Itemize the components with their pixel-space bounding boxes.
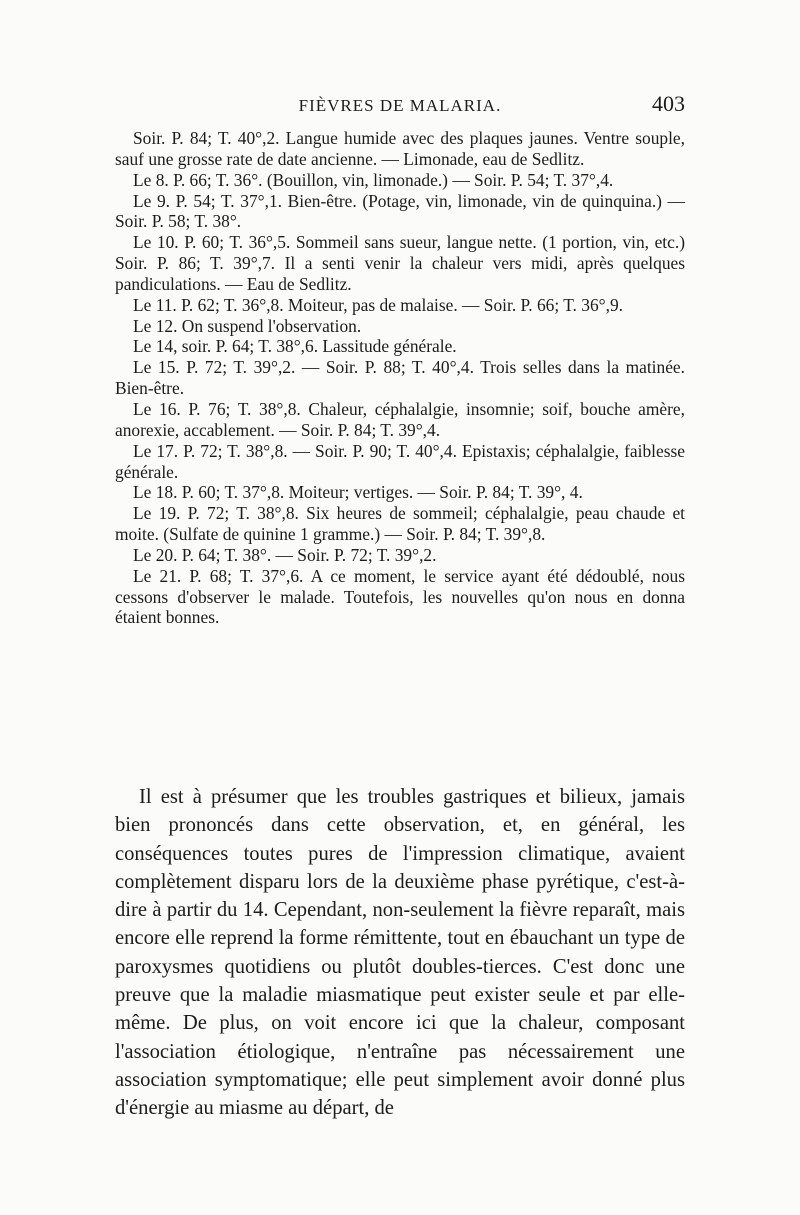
page-number: 403 <box>652 91 685 116</box>
body-paragraph: Il est à présumer que les troubles gastriques et bilieux, jamais bien prononcés dans cette observation, et, en général, les conséquences toutes pures de l'impression climatique, avaient complètement disparu lors de la deuxième phase pyrétique, c'est-à-dire à partir du 14. Cependant, non-seulement la fièvre reparaît, mais encore elle reprend la forme rémittente, tout en ébauchant un type de paroxysmes quotidiens ou plutôt doubles-tierces. C'est donc une preuve que la maladie miasmatique peut exister seule et par elle-même. De plus, on voit encore ici que la chaleur, composant l'association étiologique, n'entraîne pas nécessairement une association symptomatique; elle peut simplement avoir donné plus d'énergie au miasme au départ, de <box>115 786 685 1120</box>
note-paragraph: Le 8. P. 66; T. 36°. (Bouillon, vin, limonade.) — Soir. P. 54; T. 37°,4. <box>133 169 614 190</box>
note-paragraph: Le 14, soir. P. 64; T. 38°,6. Lassitude générale. <box>133 336 457 357</box>
note-paragraph: Le 20. P. 64; T. 38°. — Soir. P. 72; T. 39°,2. <box>133 544 437 565</box>
note-paragraph: Le 11. P. 62; T. 36°,8. Moiteur, pas de malaise. — Soir. P. 66; T. 36°,9. <box>133 294 623 315</box>
note-paragraph: Le 19. P. 72; T. 38°,8. Six heures de sommeil; céphalalgie, peau chaude et moite. (Sulfate de quinine 1 gramme.) — Soir. P. 84; T. 39°,8. <box>115 503 685 545</box>
note-paragraph: Le 10. P. 60; T. 36°,5. Sommeil sans sueur, langue nette. (1 portion, vin, etc.) Soir. P. 86; T. 39°,7. Il a senti venir la chaleur vers midi, après quelques pandiculations. — Eau de Sedlitz. <box>115 232 685 294</box>
note-paragraph: Le 18. P. 60; T. 37°,8. Moiteur; vertiges. — Soir. P. 84; T. 39°, 4. <box>133 482 583 503</box>
main-text <box>115 783 685 1123</box>
running-title: FIÈVRES DE MALARIA. <box>298 96 502 115</box>
note-paragraph: Le 16. P. 76; T. 38°,8. Chaleur, céphalalgie, insomnie; soif, bouche amère, anorexie, accablement. — Soir. P. 84; T. 39°,4. <box>115 398 685 440</box>
note-paragraph: Le 15. P. 72; T. 39°,2. — Soir. P. 88; T. 40°,4. Trois selles dans la matinée. Bien-être. <box>115 357 685 399</box>
clinical-notes <box>115 128 685 628</box>
note-paragraph: Le 17. P. 72; T. 38°,8. — Soir. P. 90; T. 40°,4. Epistaxis; céphalalgie, faiblesse générale. <box>115 440 685 482</box>
note-paragraph: Le 21. P. 68; T. 37°,6. A ce moment, le service ayant été dédoublé, nous cessons d'observer le malade. Toutefois, les nouvelles qu'on nous en donna étaient bonnes. <box>115 565 685 628</box>
note-paragraph: Soir. P. 84; T. 40°,2. Langue humide avec des plaques jaunes. Ventre souple, sauf une grosse rate de date ancienne. — Limonade, eau de Sedlitz. <box>115 128 685 169</box>
note-paragraph: Le 9. P. 54; T. 37°,1. Bien-être. (Potage, vin, limonade, vin de quinquina.) — Soir. P. 58; T. 38°. <box>115 190 685 232</box>
note-paragraph: Le 12. On suspend l'observation. <box>133 315 362 336</box>
page-header <box>115 91 685 126</box>
